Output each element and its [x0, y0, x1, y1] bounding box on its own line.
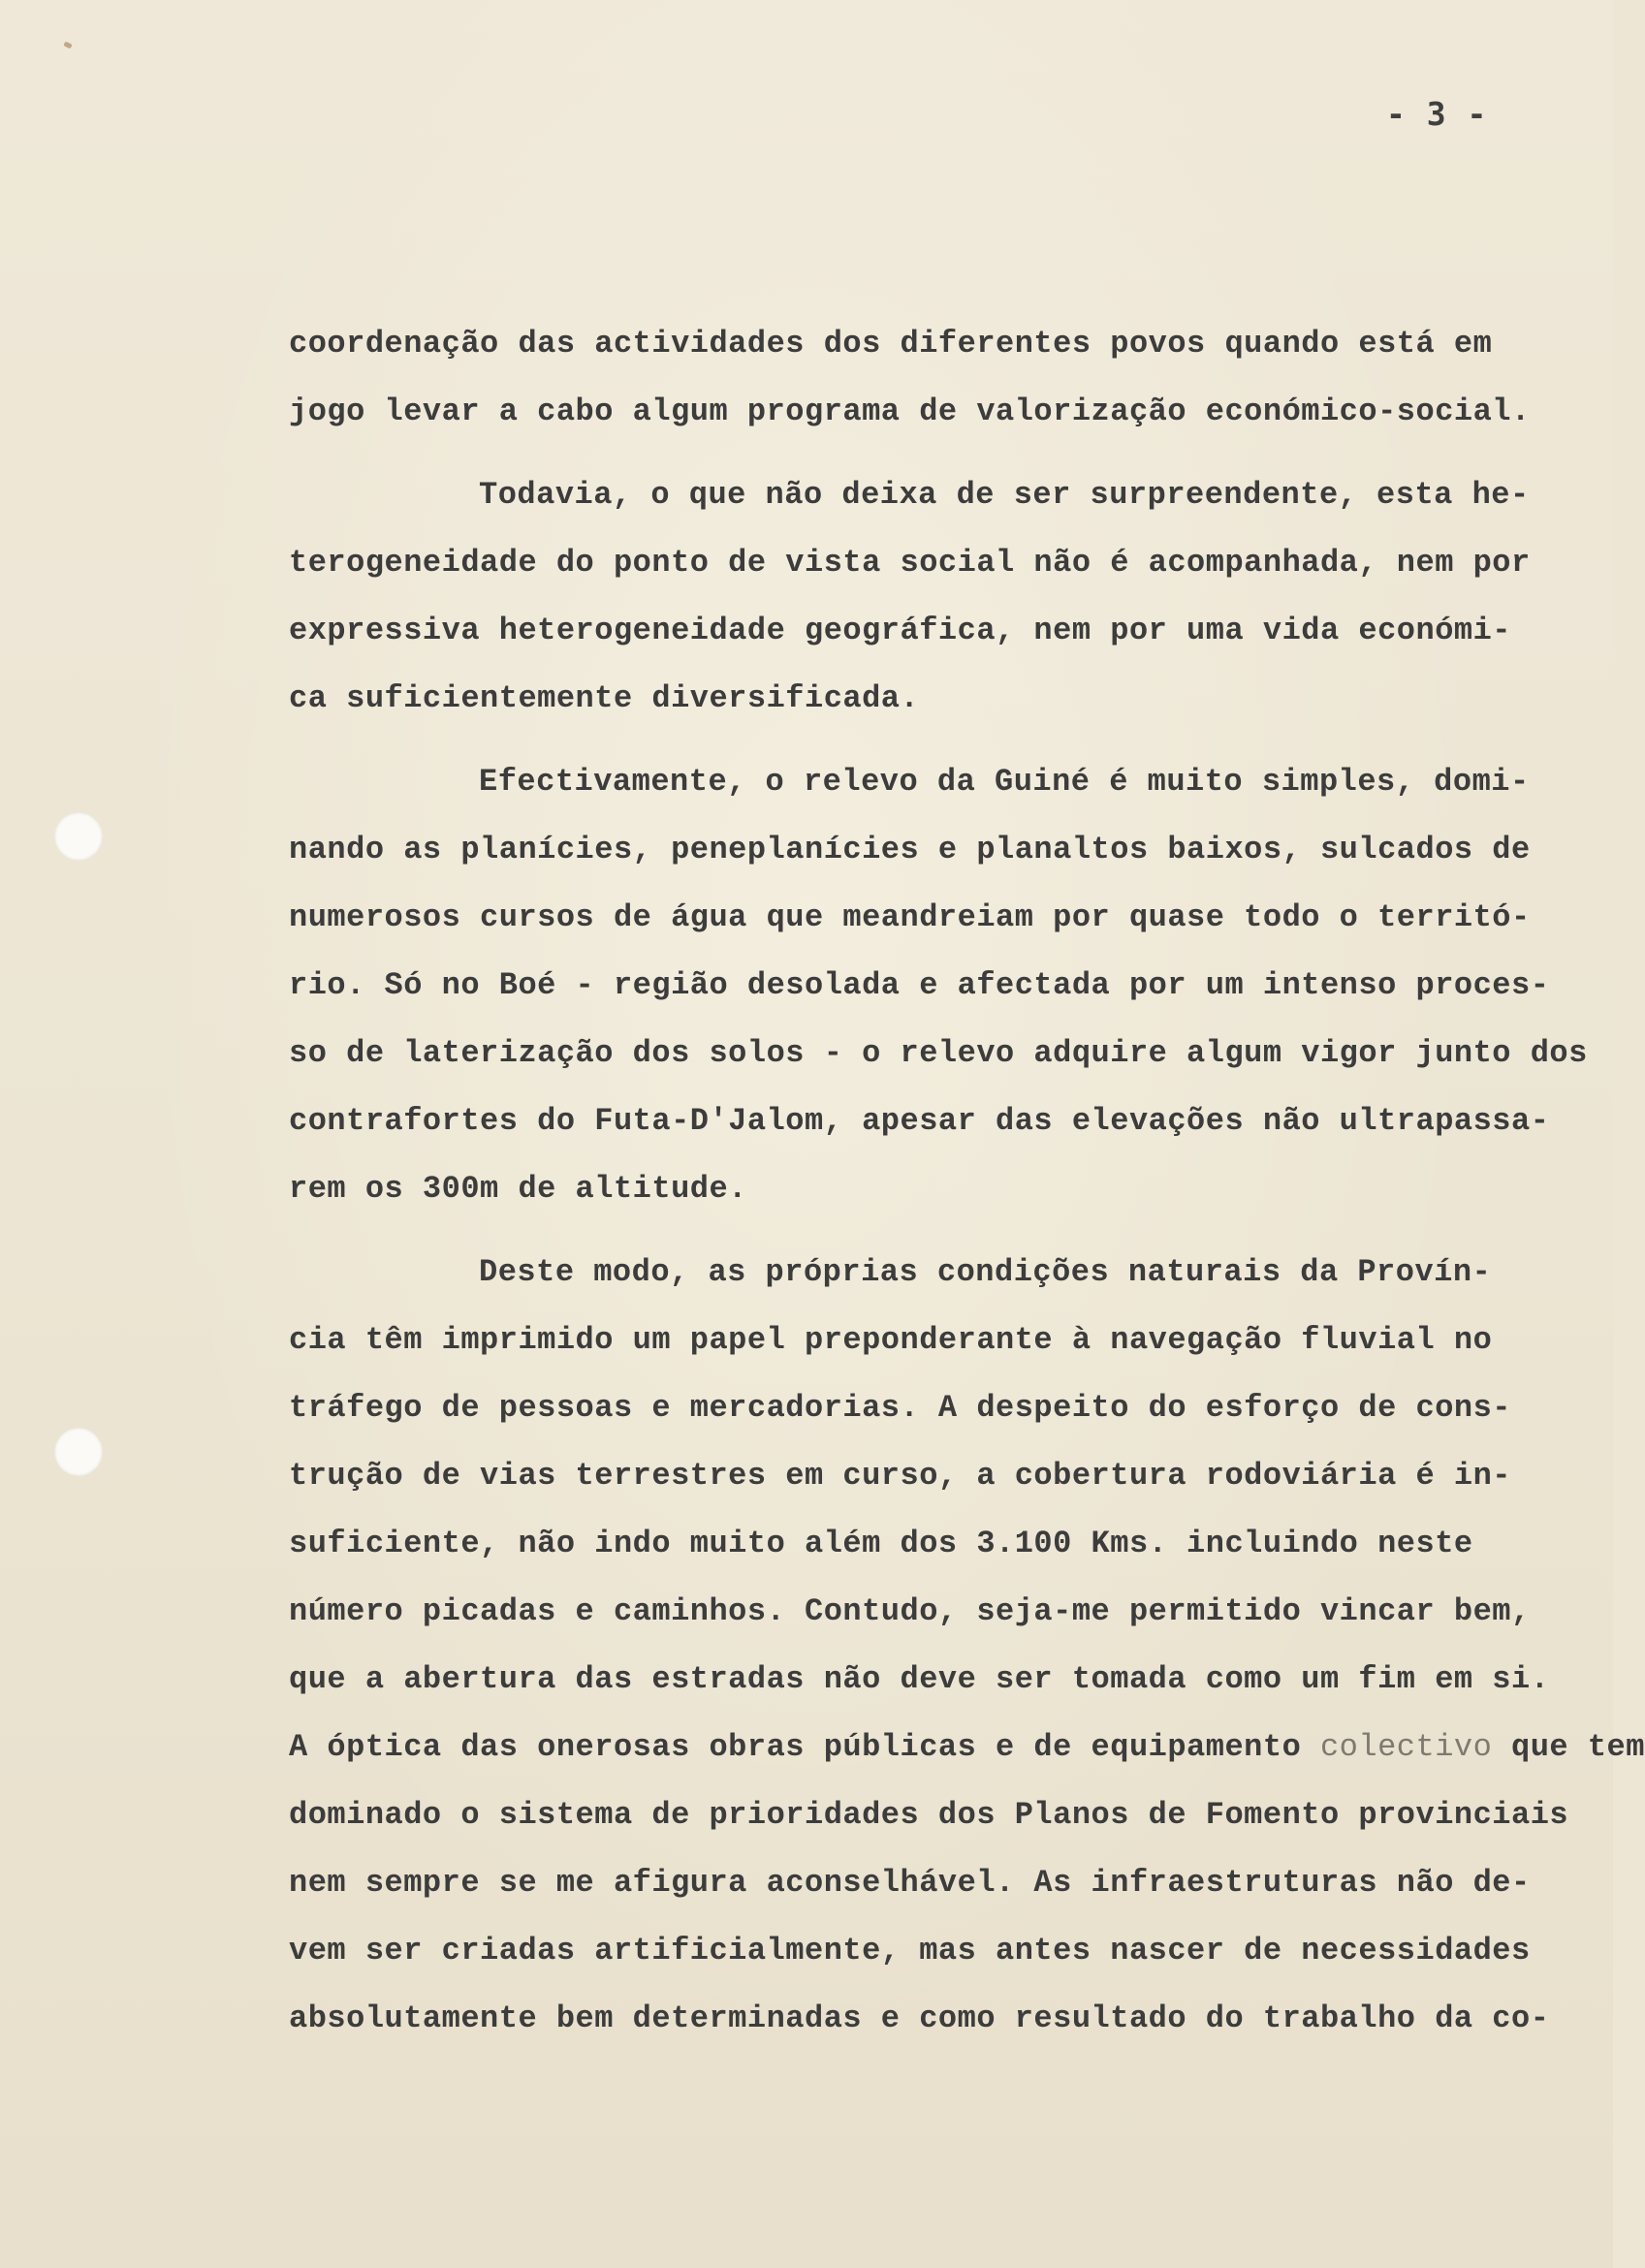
- line-text: A óptica das onerosas obras públicas e de equipamento: [289, 1729, 1320, 1765]
- text-line: expressiva heterogeneidade geográfica, nem por uma vida económi-: [289, 613, 1511, 648]
- text-line: Deste modo, as próprias condições naturais da Provín-: [479, 1254, 1492, 1290]
- text-line: Efectivamente, o relevo da Guiné é muito simples, domi-: [479, 764, 1530, 800]
- text-line: coordenação das actividades dos diferentes povos quando está em: [289, 326, 1493, 362]
- text-line: numerosos cursos de água que meandreiam por quase todo o territó-: [289, 899, 1531, 935]
- text-line: absolutamente bem determinadas e como resultado do trabalho da co-: [289, 2000, 1550, 2036]
- text-line: nando as planícies, peneplanícies e planaltos baixos, sulcados de: [289, 832, 1531, 867]
- paragraph-4: [289, 1239, 1645, 2053]
- faded-word: colectivo: [1319, 1729, 1493, 1765]
- text-line-with-correction: [289, 1714, 1645, 1781]
- text-line: contrafortes do Futa-D'Jalom, apesar das elevações não ultrapassa-: [289, 1103, 1550, 1139]
- page-number: - 3 -: [1386, 95, 1488, 133]
- text-line: suficiente, não indo muito além dos 3.100 Kms. incluindo neste: [289, 1526, 1473, 1561]
- text-line: trução de vias terrestres em curso, a cobertura rodoviária é in-: [289, 1458, 1511, 1494]
- text-line: cia têm imprimido um papel preponderante à navegação fluvial no: [289, 1322, 1493, 1358]
- text-line: dominado o sistema de prioridades dos Planos de Fomento provinciais: [289, 1797, 1569, 1833]
- text-line: vem ser criadas artificialmente, mas antes nascer de necessidades: [289, 1933, 1531, 1969]
- text-line: Todavia, o que não deixa de ser surpreendente, esta he-: [479, 477, 1530, 513]
- document-body: [289, 310, 1645, 2053]
- punch-hole-top: [54, 812, 103, 861]
- text-line: rio. Só no Boé - região desolada e afectada por um intenso proces-: [289, 967, 1550, 1003]
- text-line: so de laterização dos solos - o relevo adquire algum vigor junto dos: [289, 1035, 1588, 1071]
- text-line: que a abertura das estradas não deve ser tomada como um fim em si.: [289, 1661, 1550, 1697]
- text-line: jogo levar a cabo algum programa de valorização económico-social.: [289, 394, 1531, 429]
- text-line: nem sempre se me afigura aconselhável. As infraestruturas não de-: [289, 1865, 1531, 1901]
- paragraph-3: [289, 748, 1588, 1223]
- paragraph-1: [289, 310, 1588, 446]
- text-line: tráfego de pessoas e mercadorias. A despeito do esforço de cons-: [289, 1390, 1511, 1426]
- text-line: ca suficientemente diversificada.: [289, 680, 920, 716]
- text-line: terogeneidade do ponto de vista social não é acompanhada, nem por: [289, 545, 1531, 581]
- paper-speck: [63, 42, 72, 49]
- punch-hole-bottom: [54, 1428, 103, 1476]
- text-line: rem os 300m de altitude.: [289, 1171, 747, 1207]
- line-tail: que tem: [1492, 1729, 1645, 1765]
- text-line: número picadas e caminhos. Contudo, seja-me permitido vincar bem,: [289, 1593, 1531, 1629]
- paragraph-2: [289, 461, 1588, 733]
